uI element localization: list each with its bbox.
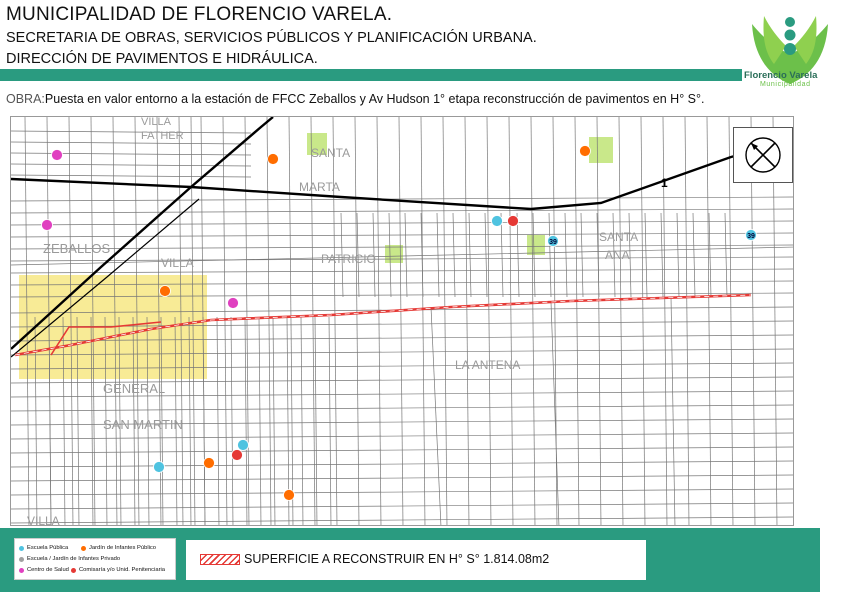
neighborhood-label: SANTA xyxy=(599,230,639,244)
street xyxy=(329,317,331,526)
street xyxy=(465,117,469,526)
neighborhood-label: VILLA xyxy=(27,514,60,527)
street xyxy=(501,213,503,297)
obra-description xyxy=(6,92,704,106)
street xyxy=(259,317,261,526)
street xyxy=(671,297,675,526)
hatch-swatch-icon xyxy=(200,554,240,565)
poi-marker-publica[interactable] xyxy=(154,462,165,473)
neighborhood-label: ANA xyxy=(605,248,630,262)
street xyxy=(661,213,663,297)
poi-marker-jardin[interactable] xyxy=(204,458,215,469)
street xyxy=(223,117,227,526)
poi-marker-dot xyxy=(154,462,165,473)
poi-marker-dot xyxy=(508,216,519,227)
legend-item-comisaria xyxy=(71,567,165,573)
poi-marker-dot xyxy=(232,450,243,461)
street xyxy=(267,117,271,526)
poi-marker-publica[interactable] xyxy=(492,216,503,227)
street xyxy=(619,117,623,526)
street xyxy=(405,213,407,297)
poi-marker-comisaria[interactable] xyxy=(232,450,243,461)
street xyxy=(517,213,519,297)
legend-item-centro-salud xyxy=(19,567,69,573)
street xyxy=(217,317,219,526)
poi-marker-salud[interactable] xyxy=(228,298,239,309)
neighborhood-label: FATHER xyxy=(141,130,184,142)
poi-marker-dot xyxy=(580,146,591,157)
street xyxy=(11,269,794,273)
page-title: MUNICIPALIDAD DE FLORENCIO VARELA. xyxy=(6,4,393,25)
street xyxy=(677,213,679,297)
north-arrow-compass xyxy=(733,127,793,183)
neighborhood-label: VILLA xyxy=(161,256,194,270)
street xyxy=(11,175,251,177)
street xyxy=(245,117,249,526)
street xyxy=(581,213,583,297)
street xyxy=(575,117,579,526)
page-subtitle-secretaria: SECRETARIA DE OBRAS, SERVICIOS PÚBLICOS Y PLANIFICACIÓN URBANA. xyxy=(6,30,537,46)
street xyxy=(11,221,794,225)
poi-marker-dot xyxy=(238,440,249,451)
poi-marker-jardin[interactable] xyxy=(284,490,295,501)
legend-label: Escuela Pública xyxy=(27,545,69,551)
map-legend xyxy=(14,538,176,580)
poi-marker-dot xyxy=(228,298,239,309)
poi-marker-jardin[interactable] xyxy=(268,154,279,165)
street xyxy=(301,317,303,526)
poi-marker-dot xyxy=(284,490,295,501)
poi-marker-jardin[interactable] xyxy=(580,146,591,157)
legend-swatch xyxy=(19,546,24,551)
legend-item-jardin-publico xyxy=(81,545,156,551)
surface-info-box xyxy=(186,540,646,580)
poi-marker-comisaria[interactable] xyxy=(508,216,519,227)
poi-marker-dot xyxy=(160,286,171,297)
legend-item-escuela-publica xyxy=(19,545,68,551)
street xyxy=(11,209,794,213)
poi-marker-dot xyxy=(492,216,503,227)
neighborhood-label: VILLA xyxy=(141,117,171,128)
poi-marker-dot xyxy=(204,458,215,469)
street xyxy=(693,213,695,297)
neighborhood-label: PATRICIO xyxy=(321,252,376,266)
legend-label: Jardín de Infantes Público xyxy=(89,545,157,551)
street xyxy=(11,153,251,155)
legend-item-privado xyxy=(19,556,120,562)
railway-number-label: 1 xyxy=(661,176,668,190)
logo-subtitle: Municipalidad xyxy=(760,81,811,88)
street xyxy=(11,433,794,439)
street xyxy=(421,117,425,526)
neighborhood-label: GENERAL xyxy=(103,381,166,396)
legend-label: Escuela / Jardín de Infantes Privado xyxy=(27,556,121,562)
street xyxy=(245,317,247,526)
poi-marker-dot xyxy=(52,150,63,161)
legend-label: Comisaría y/o Unid. Penitenciaria xyxy=(79,567,166,573)
street xyxy=(11,517,794,523)
poi-marker-publica[interactable] xyxy=(238,440,249,451)
street xyxy=(377,117,381,526)
street xyxy=(509,117,513,526)
poi-marker-dot xyxy=(268,154,279,165)
poi-marker-label: 39 xyxy=(747,233,755,240)
street xyxy=(487,117,491,526)
neighborhood-label: SAN MARTIN xyxy=(103,417,183,432)
street xyxy=(641,117,645,526)
street xyxy=(399,117,403,526)
poi-marker-publica[interactable] xyxy=(746,230,757,241)
street xyxy=(709,213,711,297)
obra-label: OBRA: xyxy=(6,92,45,106)
legend-label: Centro de Salud xyxy=(27,567,69,573)
street xyxy=(315,317,317,526)
street xyxy=(11,405,794,411)
neighborhood-label: SANTA xyxy=(311,146,351,160)
street xyxy=(443,117,447,526)
neighborhood-label: MARTA xyxy=(299,180,340,194)
poi-marker-publica[interactable] xyxy=(548,236,559,247)
poi-marker-salud[interactable] xyxy=(42,220,53,231)
street xyxy=(549,213,551,297)
poi-marker-salud[interactable] xyxy=(52,150,63,161)
surface-text: SUPERFICIE A RECONSTRUIR EN H° S° 1.814.08m2 xyxy=(244,552,550,566)
street xyxy=(273,317,275,526)
logo-name: Florencio Varela xyxy=(744,70,818,81)
park-area xyxy=(527,235,545,255)
compass-rose-icon xyxy=(734,128,792,182)
street xyxy=(485,213,487,297)
neighborhood-label: LA ANTENA xyxy=(455,358,521,372)
street-map-canvas xyxy=(11,117,794,526)
street xyxy=(11,233,794,237)
legend-swatch xyxy=(19,568,24,573)
street-map[interactable] xyxy=(10,116,794,526)
street xyxy=(469,213,471,297)
street xyxy=(553,117,557,526)
park-area xyxy=(589,137,613,163)
street xyxy=(597,117,601,526)
neighborhood-label: ZEBALLOS xyxy=(43,241,111,256)
poi-marker-label: 39 xyxy=(549,239,557,246)
header xyxy=(0,0,848,118)
street xyxy=(725,213,727,297)
poi-marker-dot xyxy=(42,220,53,231)
legend-swatch xyxy=(19,557,24,562)
header-divider-bar xyxy=(0,69,742,81)
street xyxy=(565,213,567,297)
page-subtitle-direccion: DIRECCIÓN DE PAVIMENTOS E HIDRÁULICA. xyxy=(6,51,318,67)
legend-swatch xyxy=(81,546,86,551)
legend-swatch xyxy=(71,568,76,573)
street xyxy=(645,213,647,297)
poi-marker-jardin[interactable] xyxy=(160,286,171,297)
street xyxy=(531,117,535,526)
street xyxy=(431,307,441,526)
obra-text: Puesta en valor entorno a la estación de FFCC Zeballos y Av Hudson 1° etapa reconstrucción de pavimentos en H° S°. xyxy=(44,92,705,106)
street xyxy=(231,317,233,526)
